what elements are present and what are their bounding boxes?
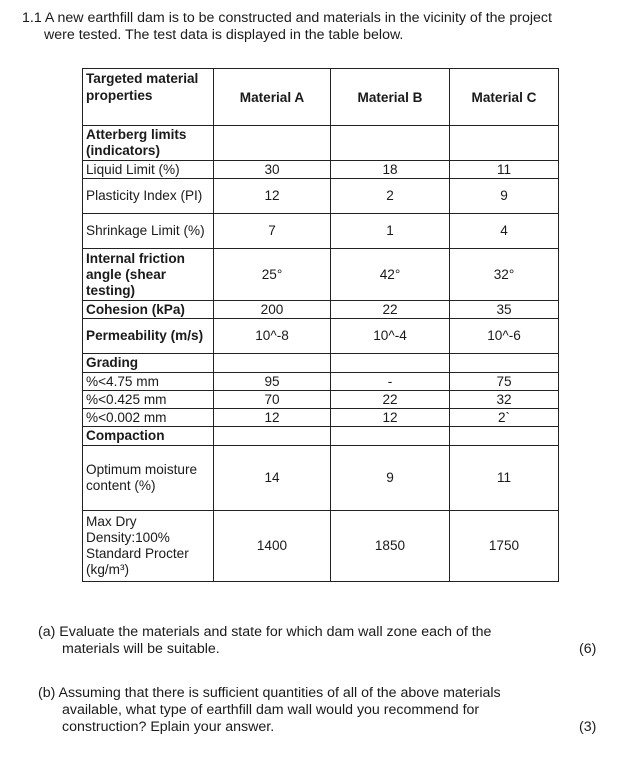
section-compaction xyxy=(83,427,559,446)
question-intro xyxy=(22,10,622,44)
cell-value: 70 xyxy=(214,391,331,409)
cell-value: 30 xyxy=(214,161,331,179)
cell-value: 11 xyxy=(450,446,559,511)
cell-value: 1 xyxy=(331,214,450,249)
cell-value: 22 xyxy=(331,301,450,319)
section-atterberg xyxy=(83,126,559,161)
row-label-optimum-moisture: Optimum moisture content (%) xyxy=(83,446,214,511)
table-row xyxy=(83,511,559,582)
header-material-c: Material C xyxy=(450,69,559,126)
section-title-compaction: Compaction xyxy=(83,427,214,446)
section-grading xyxy=(83,354,559,373)
table-row xyxy=(83,249,559,301)
table-row xyxy=(83,391,559,409)
cell-value: 35 xyxy=(450,301,559,319)
intro-line-2: were tested. The test data is displayed in the table below. xyxy=(44,27,404,43)
cell-value: 9 xyxy=(331,446,450,511)
row-label-grading: %<4.75 mm xyxy=(83,373,214,391)
cell-value: 200 xyxy=(214,301,331,319)
table-row xyxy=(83,446,559,511)
table-row xyxy=(83,409,559,427)
part-b xyxy=(38,685,558,736)
cell-value: 12 xyxy=(214,179,331,214)
cell-value: 10^-6 xyxy=(450,319,559,354)
cell-value: 10^-4 xyxy=(331,319,450,354)
table-row xyxy=(83,179,559,214)
part-b-marks: (3) xyxy=(579,719,597,735)
table-row xyxy=(83,319,559,354)
cell-value: 25° xyxy=(214,249,331,301)
header-material-b: Material B xyxy=(331,69,450,126)
row-label-max-dry-density: Max Dry Density:100% Standard Procter (kg/m³) xyxy=(83,511,214,582)
section-title-grading: Grading xyxy=(83,354,214,373)
part-a-marks: (6) xyxy=(579,641,597,657)
cell-value: - xyxy=(331,373,450,391)
cell-value: 9 xyxy=(450,179,559,214)
row-label-friction-angle: Internal friction angle (shear testing) xyxy=(83,249,214,301)
row-label-liquid-limit: Liquid Limit (%) xyxy=(83,161,214,179)
cell-value: 75 xyxy=(450,373,559,391)
cell-value: 7 xyxy=(214,214,331,249)
cell-value: 42° xyxy=(331,249,450,301)
cell-value: 95 xyxy=(214,373,331,391)
table-row xyxy=(83,301,559,319)
cell-value: 10^-8 xyxy=(214,319,331,354)
cell-value: 12 xyxy=(331,409,450,427)
row-label-plasticity-index: Plasticity Index (PI) xyxy=(83,179,214,214)
cell-value: 1400 xyxy=(214,511,331,582)
row-label-shrinkage-limit: Shrinkage Limit (%) xyxy=(83,214,214,249)
table-row xyxy=(83,161,559,179)
part-b-line-2: available, what type of earthfill dam wall would you recommend for xyxy=(62,702,480,718)
part-b-line-1: (b) Assuming that there is sufficient quantities of all of the above materials xyxy=(38,685,501,701)
cell-value: 14 xyxy=(214,446,331,511)
part-b-line-3: construction? Eplain your answer. xyxy=(62,719,275,735)
cell-value: 2 xyxy=(331,179,450,214)
header-material-a: Material A xyxy=(214,69,331,126)
part-a xyxy=(38,624,558,658)
table-row xyxy=(83,214,559,249)
cell-value: 12 xyxy=(214,409,331,427)
table-row xyxy=(83,373,559,391)
cell-value: 18 xyxy=(331,161,450,179)
cell-value: 32° xyxy=(450,249,559,301)
cell-value: 1850 xyxy=(331,511,450,582)
cell-value: 1750 xyxy=(450,511,559,582)
row-label-grading: %<0.425 mm xyxy=(83,391,214,409)
cell-value: 2` xyxy=(450,409,559,427)
section-title-atterberg: Atterberg limits (indicators) xyxy=(83,126,214,161)
table-header-row xyxy=(83,69,559,126)
row-label-permeability: Permeability (m/s) xyxy=(83,319,214,354)
cell-value: 4 xyxy=(450,214,559,249)
part-a-line-2: materials will be suitable. xyxy=(62,641,220,657)
cell-value: 22 xyxy=(331,391,450,409)
header-properties: Targeted material properties xyxy=(83,69,214,126)
part-a-line-1: (a) Evaluate the materials and state for which dam wall zone each of the xyxy=(38,624,492,640)
row-label-grading: %<0.002 mm xyxy=(83,409,214,427)
material-properties-table xyxy=(82,68,559,582)
cell-value: 11 xyxy=(450,161,559,179)
intro-line-1: 1.1 A new earthfill dam is to be constructed and materials in the vicinity of the project xyxy=(22,10,552,26)
cell-value: 32 xyxy=(450,391,559,409)
row-label-cohesion: Cohesion (kPa) xyxy=(83,301,214,319)
